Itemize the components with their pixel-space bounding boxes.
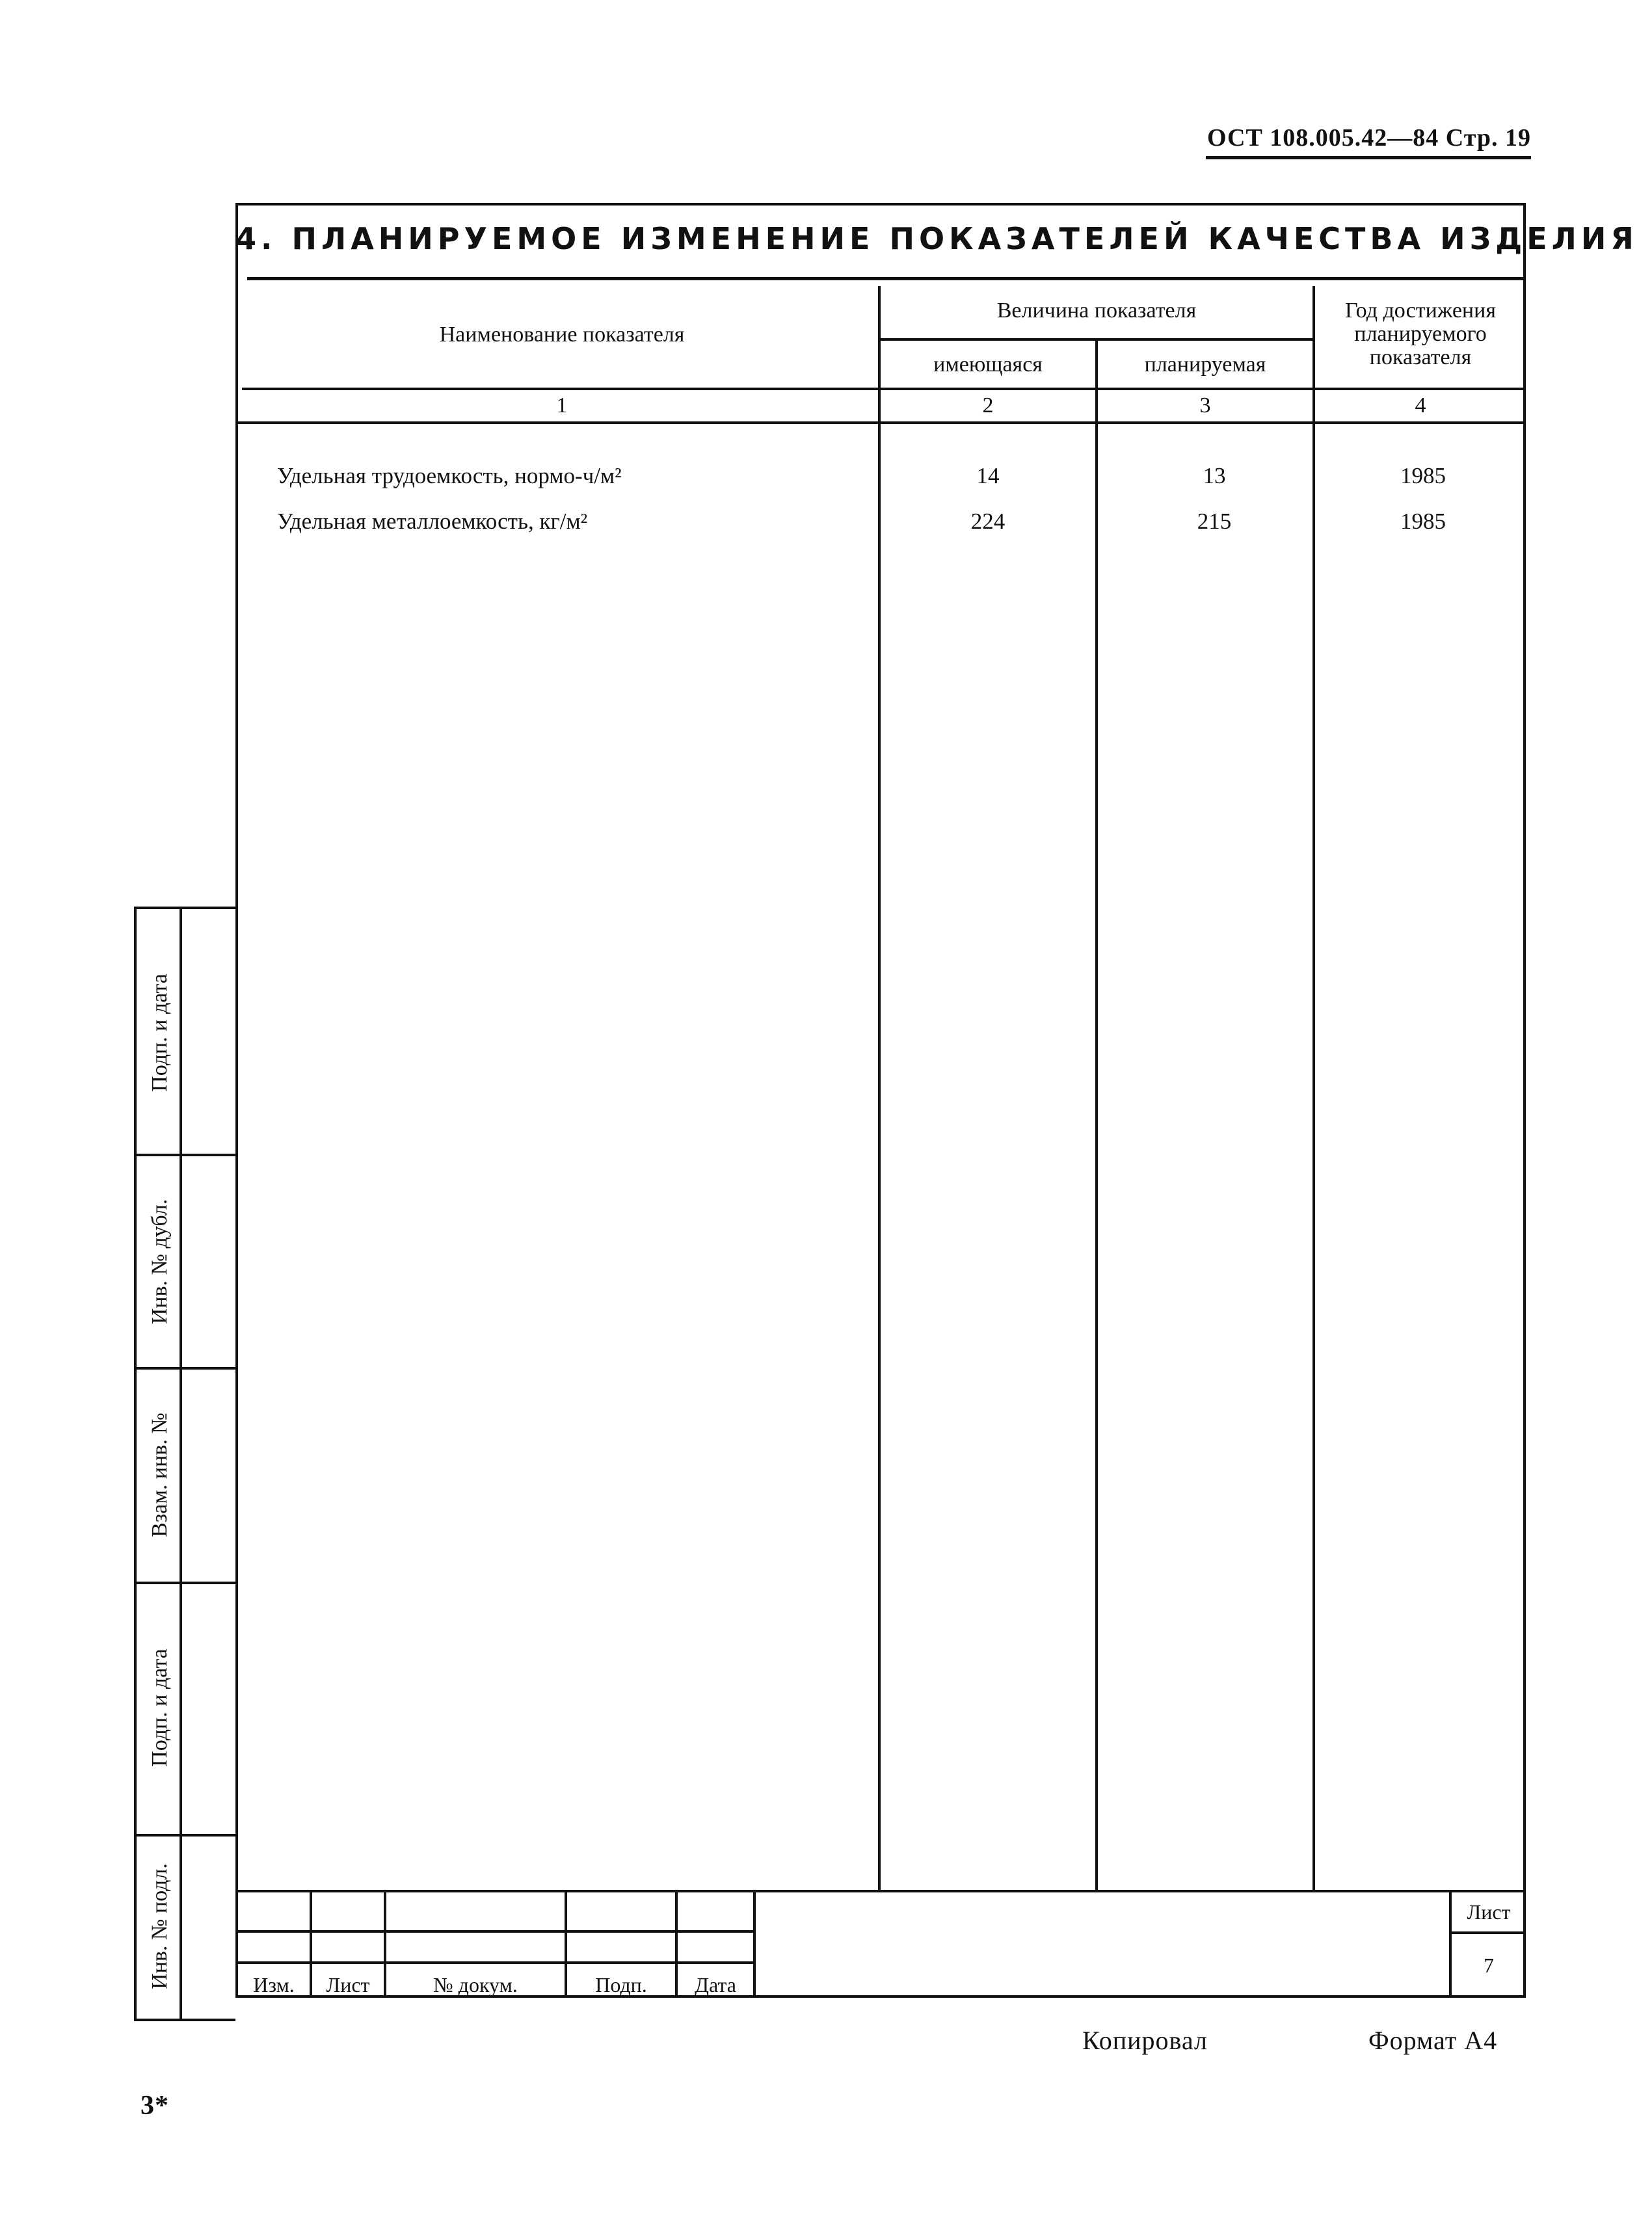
title-underline <box>247 277 1526 280</box>
title-block-date: Дата <box>695 1973 736 1996</box>
sheet-label: Лист <box>1467 1900 1511 1924</box>
title-block-change: Изм. <box>253 1973 295 1996</box>
side-label-original-inv: Инв. № подл. <box>148 1863 172 1989</box>
section-title: 4. ПЛАНИРУЕМОЕ ИЗМЕНЕНИЕ ПОКАЗАТЕЛЕЙ КАЧЕСТВА ИЗДЕЛИЯ <box>235 221 1638 256</box>
page-mark: 3* <box>140 2091 169 2121</box>
side-stamp-divider <box>180 907 182 2021</box>
row-1-existing: 14 <box>976 463 1000 488</box>
title-block-top-line <box>235 1890 1526 1892</box>
title-block-lower-line <box>235 1961 756 1964</box>
side-stamp-line-2 <box>134 1367 235 1370</box>
row-1-planned: 13 <box>1203 463 1226 488</box>
column-divider-3 <box>1312 286 1315 1892</box>
side-label-sign-date-2: Подп. и дата <box>148 1649 172 1767</box>
header-underline <box>1206 156 1531 159</box>
title-block-signature: Подп. <box>595 1973 647 1996</box>
row-2-existing: 224 <box>970 509 1006 534</box>
column-number-3: 3 <box>1199 393 1211 418</box>
title-block-doc-number: № докум. <box>433 1973 518 1996</box>
column-number-2: 2 <box>982 393 994 418</box>
header-planned: планируемая <box>1144 352 1266 377</box>
header-existing: имеющаяся <box>933 352 1043 377</box>
header-value-group: Величина показателя <box>996 298 1197 323</box>
sheet-number: 7 <box>1484 1954 1494 1977</box>
footer-format: Формат А4 <box>1368 2026 1498 2055</box>
row-2-name: Удельная металлоемкость, кг/м² <box>277 509 588 534</box>
column-divider-1 <box>878 286 881 1892</box>
footer-copied: Копировал <box>1082 2026 1208 2055</box>
column-numbers-line <box>235 421 1526 424</box>
header-bottom-line <box>242 388 1526 390</box>
row-1-name: Удельная трудоемкость, нормо-ч/м² <box>277 463 622 488</box>
side-label-replacement-inv: Взам. инв. № <box>148 1412 172 1537</box>
side-label-sign-date-1: Подп. и дата <box>148 974 172 1092</box>
header-year-line1: Год достижения <box>1345 298 1496 323</box>
side-stamp-line-3 <box>134 1582 235 1584</box>
column-number-1: 1 <box>556 393 568 418</box>
column-number-4: 4 <box>1415 393 1426 418</box>
title-block-divider-5 <box>753 1892 756 1998</box>
row-2-year: 1985 <box>1400 509 1446 534</box>
header-name: Наименование показателя <box>439 323 685 347</box>
side-stamp-line-1 <box>134 1154 235 1156</box>
title-block-middle-line <box>235 1930 756 1933</box>
header-year-line3: показателя <box>1369 345 1472 369</box>
column-divider-2 <box>1095 341 1098 1892</box>
sheet-box-line <box>1452 1931 1526 1934</box>
side-stamp-line-4 <box>134 1834 235 1837</box>
header-year-line2: планируемого <box>1354 322 1487 346</box>
title-block-sheet: Лист <box>326 1973 370 1996</box>
side-label-duplicate-inv: Инв. № дубл. <box>148 1199 172 1325</box>
document-designation: ОСТ 108.005.42—84 Стр. 19 <box>1206 124 1531 152</box>
row-2-planned: 215 <box>1197 509 1232 534</box>
row-1-year: 1985 <box>1400 463 1446 488</box>
